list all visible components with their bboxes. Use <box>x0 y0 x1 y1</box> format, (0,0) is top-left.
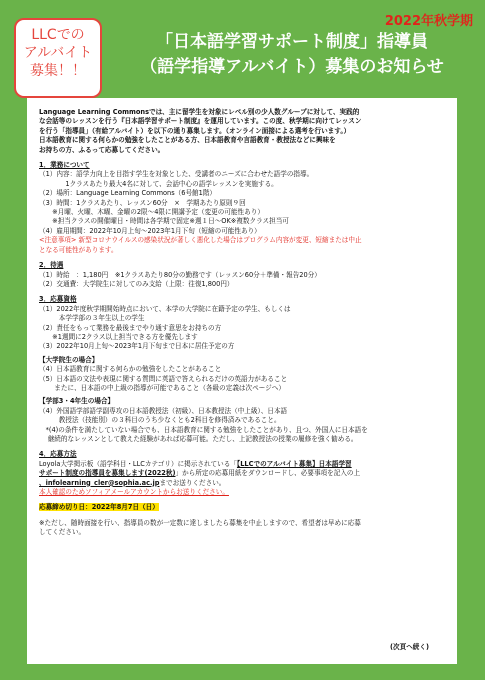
badge-line: 募集！！ <box>30 63 86 79</box>
section-line: （4）雇用期間：2022年10月上旬〜2023年1月下旬（短縮の可能性あり） <box>39 226 261 235</box>
closing-note: してください。 <box>39 528 86 537</box>
notice-document <box>27 98 457 664</box>
posting-title[interactable]: 【LLCでのアルバイト募集】日本語学習 <box>236 459 352 468</box>
email-link[interactable]: 、infolearning_cler@sophia.ac.jp <box>39 478 160 487</box>
intro-line: お持ちの方、ふるって応募してください。 <box>39 145 165 154</box>
section-line: （3）2022年10月上旬〜2023年1月下旬まで日本に居住予定の方 <box>39 342 235 351</box>
application-line <box>39 469 445 478</box>
section-line: （1）時給 ：1,180円 ※1クラスあたり80分の勤務です（レッスン60分＋準備・報告20分） <box>39 270 321 279</box>
continued-label: (次頁へ続く) <box>390 642 429 651</box>
badge-line: LLCでの <box>31 27 85 43</box>
covid-notice: となる可能性があります。 <box>39 245 118 254</box>
section-duties <box>39 161 445 255</box>
undergrad-heading: 【学部3・4年生の場合】 <box>39 397 115 406</box>
section-line: （2）場所：Language Learning Commons（6号館1階） <box>39 189 217 198</box>
section-eligibility <box>39 295 445 444</box>
application-line <box>39 460 445 469</box>
section-line: （4）外国語学部語学副専攻の日本語教授法（初級）、日本教授法（中上級）、日本語 <box>39 406 288 415</box>
title-line: （語学指導アルバイト）募集のお知らせ <box>140 57 444 77</box>
title-line: 「日本語学習サポート制度」指導員 <box>156 32 428 52</box>
section-line: （5）日本語の文法や表現に関する質問に英語で答えられるだけの英語力があること <box>39 374 288 383</box>
section-line: 継続的なレッスンとして教えた経験があれば応募可能。ただし、上記教授法の授業の履修を強く勧める。 <box>39 435 358 443</box>
posting-title[interactable]: サポート制度の指導員を募集します(2022秋) <box>39 469 176 478</box>
closing-note: ※ただし、随時面接を行い、指導員の数が一定数に達しましたら募集を中止しますので、希望者は早めに応募 <box>39 518 361 527</box>
section-line: またに、日本語の中上級の指導が可能であること（各級の定義は次ページへ） <box>39 383 285 392</box>
page-title <box>112 30 472 80</box>
section-application <box>39 450 445 537</box>
application-text: 」から所定の応募用紙をダウンロードし、必要事項を記入の上 <box>175 469 361 478</box>
section-heading: 1．業務について <box>39 161 90 170</box>
intro-line: 日本語教育に関する何らかの勉強をしたことがある方、日本語教育や言語教育・教授法などに興味を <box>39 136 336 145</box>
section-line: ※担当クラスの開催曜日・時間は各学期で固定※週１日〜OK※複数クラス担当可 <box>39 217 289 226</box>
deadline: 応募締め切り日：2022年8月7日（日） <box>39 503 159 512</box>
section-line: 1クラスあたり最大4名に対して、会話中心の語学レッスンを実施する。 <box>39 179 278 188</box>
section-line: ※1週間に2クラス以上担当できる方を優先します <box>39 332 198 341</box>
intro-paragraph <box>39 108 445 155</box>
section-line: （4）日本語教育に関する何らかの勉強をしたことがあること <box>39 365 222 374</box>
grad-heading: 【大学院生の場合】 <box>39 355 99 364</box>
section-line: ※月曜、火曜、木曜、金曜の2限〜4限に開講予定（変更の可能性あり） <box>39 208 264 217</box>
intro-line: な会話等のレッスンを行う『日本語学習サポート制度』を運用しています。この度、秋学期に向けてレッスン <box>39 117 362 126</box>
section-line: （1）内容：語学力向上を目指す学生を対象とした、受講者のニーズに合わせた語学の指導。 <box>39 170 314 179</box>
section-line: 教授法（技能別）の３科目のうち少なくとも2科目を修得済みであること。 <box>39 416 281 425</box>
section-line: （2）交通費：大学院生に対してのみ支給（上限：往復1,800円） <box>39 279 234 288</box>
intro-line: Language Learning Commonsでは、主に留学生を対象にレベル別の少人数グループに対して、実践的 <box>39 108 360 116</box>
application-text: Loyola大学掲示板（語学科目・LLCカテゴリ）に掲示されている「 <box>39 459 237 468</box>
section-line: （1）2022年度秋学期開始時点において、本学の大学院に在籍予定の学生、もしくは <box>39 304 291 313</box>
badge-line: アルバイト <box>23 45 93 61</box>
term-label: 2022年秋学期 <box>384 14 473 29</box>
deadline-line <box>39 503 445 512</box>
section-line: *(4)の条件を満たしていない場合でも、日本語教育に関する勉強をしたことがあり、且つ、外国人に日本語を <box>39 425 368 434</box>
covid-notice: <注意事項> 新型コロナウイルスの感染状況が著しく悪化した場合はプログラム内容が変更、短縮または中止 <box>39 236 362 245</box>
section-line: 本学学部の３年生以上の学生 <box>39 314 145 323</box>
recruit-badge <box>14 18 102 98</box>
application-text: までお送りください。 <box>159 478 226 487</box>
section-compensation <box>39 261 445 289</box>
section-line: （3）時間：1クラスあたり、レッスン60分 × 学期あたり原則９回 <box>39 198 246 207</box>
section-line: （2）責任をもって業務を最後までやり通す意思をお持ちの方 <box>39 323 222 332</box>
section-heading: 2．待遇 <box>39 261 64 270</box>
application-line <box>39 479 445 488</box>
intro-line: を行う「指導員」（有給アルバイト）を以下の通り募集します。（オンライン面接による選考を行います。） <box>39 126 351 135</box>
identity-notice: 本人確認のためソフィアメールアカウントからお送りください。 <box>39 488 229 497</box>
section-heading: 4．応募方法 <box>39 450 77 459</box>
section-heading: 3．応募資格 <box>39 295 77 304</box>
